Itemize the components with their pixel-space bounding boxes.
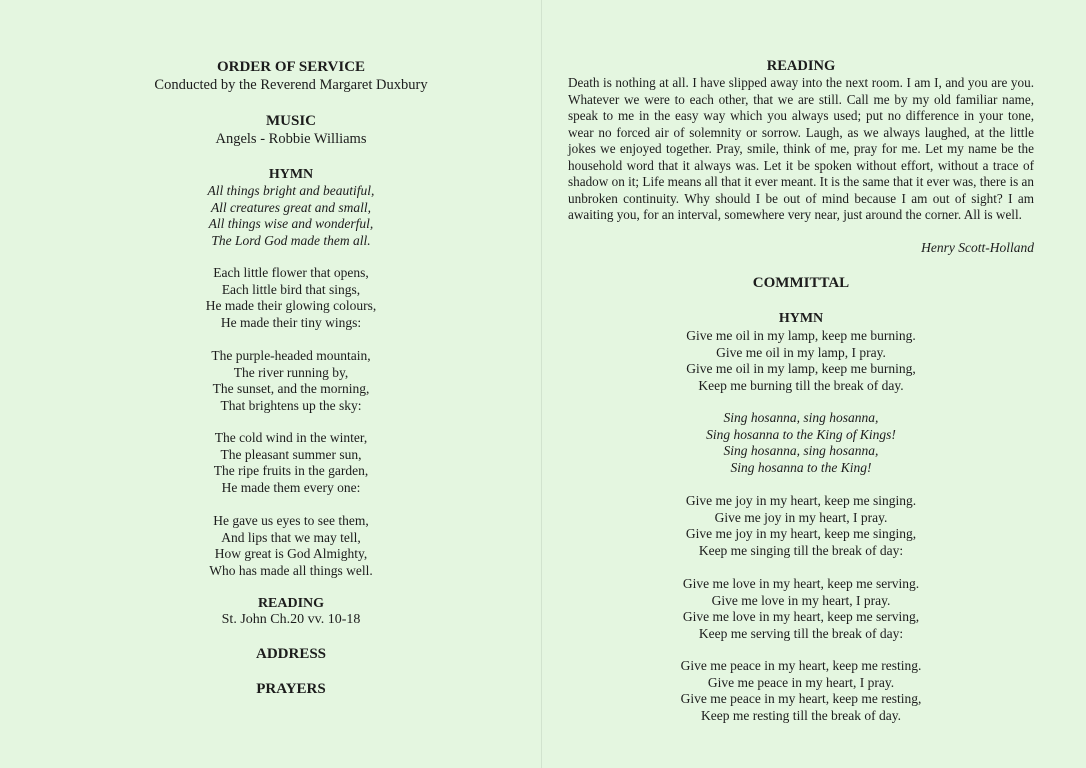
- hymn-line: The purple-headed mountain,: [211, 348, 371, 363]
- hymn-line: Keep me singing till the break of day:: [698, 542, 904, 558]
- hymn-line: Each little bird that sings,: [221, 281, 361, 297]
- hymn-verse: [110, 265, 472, 331]
- reading-author: Henry Scott-Holland: [921, 240, 1034, 255]
- hymn-line: Give me oil in my lamp, I pray.: [716, 344, 886, 360]
- music-title: MUSIC: [265, 113, 316, 129]
- hymn-line: He made them every one:: [221, 479, 361, 495]
- hymn-line: The ripe fruits in the garden,: [213, 463, 369, 479]
- hymn-line: All creatures great and small,: [210, 199, 372, 215]
- hymn-line: Give me joy in my heart, keep me singing,: [685, 526, 917, 542]
- reading-title-right: READING: [766, 58, 836, 74]
- reading-reference: St. John Ch.20 vv. 10-18: [221, 612, 361, 627]
- chorus-line: Sing hosanna, sing hosanna,: [723, 443, 879, 459]
- hymn-verse: [110, 430, 472, 496]
- address-title: ADDRESS: [255, 646, 327, 662]
- hymn-line: Give me oil in my lamp, keep me burning.: [686, 328, 916, 343]
- hymn-line: Give me love in my heart, keep me serving,: [682, 609, 920, 625]
- music-piece: Angels - Robbie Williams: [215, 131, 367, 147]
- prayers-title: PRAYERS: [256, 681, 326, 697]
- hymn-verse: [110, 348, 472, 414]
- hymn-line: Each little flower that opens,: [213, 265, 369, 280]
- hymn-line: Keep me resting till the break of day.: [700, 707, 902, 723]
- committal-chorus: [568, 410, 1034, 476]
- hymn-refrain: [110, 183, 472, 249]
- hymn-line: Who has made all things well.: [209, 562, 373, 578]
- hymn-line: The cold wind in the winter,: [214, 430, 368, 445]
- committal-verse: [568, 493, 1034, 559]
- chorus-line: Sing hosanna, sing hosanna,: [723, 410, 879, 425]
- page-fold: [541, 0, 542, 768]
- hymn-line: The Lord God made them all.: [211, 232, 371, 248]
- hymn-line: Give me peace in my heart, keep me resting.: [680, 658, 922, 673]
- hymn-line: Give me oil in my lamp, keep me burning,: [686, 361, 916, 377]
- conducted-by: Conducted by the Reverend Margaret Duxbury: [154, 77, 428, 93]
- hymn-line: Give me joy in my heart, keep me singing.: [685, 493, 917, 508]
- hymn-line: Give me love in my heart, I pray.: [711, 592, 891, 608]
- hymn-line: All things wise and wonderful,: [208, 216, 374, 232]
- hymn-line: All things bright and beautiful,: [207, 183, 375, 198]
- right-page: [568, 0, 1034, 768]
- hymn-line: How great is God Almighty,: [214, 546, 368, 562]
- hymn-line: And lips that we may tell,: [221, 529, 361, 545]
- hymn-line: He gave us eyes to see them,: [213, 513, 369, 528]
- committal-hymn-title: HYMN: [778, 311, 824, 326]
- chorus-line: Sing hosanna to the King of Kings!: [706, 426, 896, 442]
- hymn-line: Keep me burning till the break of day.: [698, 377, 904, 393]
- reading-text: [568, 75, 1034, 224]
- hymn-line: Give me love in my heart, keep me serving.: [682, 576, 920, 591]
- hymn-verse: [110, 513, 472, 579]
- reading-paragraph: Death is nothing at all. I have slipped away into the next room. I am I, and you are you. Whatever we were to each other, that we are still. Call me by my old familiar name, speak to me in the easy way which you always used; put no difference in your tone, wear no forced air of solemnity or sorrow. Laugh, as we always laughed, at the little jokes we enjoyed together. Pray, smile, think of me, pray for me. Let my name be the household word that it always was. Let it be spoken without effort, without a trace of shadow on it; Life means all that it ever meant. It is the same that it ever was, there is an unbroken continuity. Why should I be out of mind because I am out of sight? I am awaiting you, for an interval, somewhere very near, just around the corner. All is well.: [568, 75, 1034, 222]
- committal-verse: [568, 576, 1034, 642]
- hymn-line: Give me joy in my heart, I pray.: [714, 509, 888, 525]
- hymn-line: The pleasant summer sun,: [220, 446, 362, 462]
- chorus-line: Sing hosanna to the King!: [730, 459, 872, 475]
- hymn-line: He made their tiny wings:: [220, 314, 362, 330]
- committal-verse: [568, 328, 1034, 394]
- reading-title: READING: [257, 596, 325, 611]
- order-of-service-title: ORDER OF SERVICE: [216, 59, 366, 75]
- hymn-title: HYMN: [268, 167, 314, 182]
- hymn-line: The sunset, and the morning,: [212, 381, 370, 397]
- hymn-line: The river running by,: [233, 364, 349, 380]
- left-page: [110, 0, 472, 768]
- committal-title: COMMITTAL: [752, 275, 850, 291]
- hymn-line: That brightens up the sky:: [220, 397, 362, 413]
- hymn-line: Give me peace in my heart, I pray.: [707, 674, 895, 690]
- hymn-line: He made their glowing colours,: [205, 298, 377, 314]
- hymn-line: Keep me serving till the break of day:: [698, 625, 904, 641]
- hymn-line: Give me peace in my heart, keep me resting,: [680, 691, 922, 707]
- committal-verse: [568, 658, 1034, 724]
